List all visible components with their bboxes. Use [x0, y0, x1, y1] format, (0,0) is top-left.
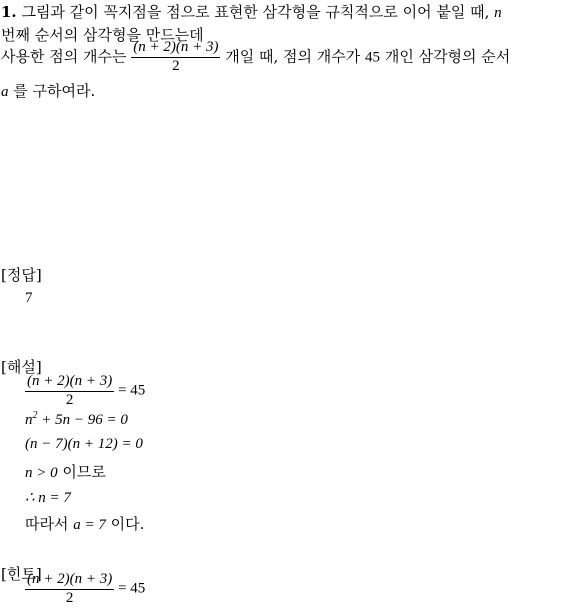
problem-text-1: 그림과 같이 꼭지점을 점으로 표현한 삼각형을 규칙적으로 이어 붙일 때, — [21, 3, 490, 21]
solution-step-6-suffix: 이다. — [110, 515, 145, 533]
answer-value: 7 — [25, 290, 33, 306]
hint-fraction — [25, 572, 114, 607]
problem-var-n: n — [494, 5, 502, 21]
problem-text-3-middle: 개일 때, 점의 개수가 — [225, 47, 361, 66]
solution-step-3: (n − 7)(n + 12) = 0 — [25, 436, 143, 452]
solution-label: [해설] — [1, 358, 42, 376]
hint-fraction-numerator: (n + 2)(n + 3) — [27, 571, 113, 587]
solution-fraction-numerator: (n + 2)(n + 3) — [27, 373, 113, 389]
problem-line-1 — [1, 1, 502, 22]
answer-label: [정답] — [1, 266, 42, 284]
solution-step-5: ∴ n = 7 — [25, 490, 71, 506]
hint-label: [힌트] — [1, 565, 42, 583]
problem-line-4 — [1, 80, 95, 101]
problem-text-3-suffix: 개인 삼각형의 순서 — [384, 47, 511, 66]
solution-fraction-denominator: 2 — [65, 391, 74, 408]
solution-step-1 — [25, 374, 145, 409]
solution-step-4-math: n > 0 — [25, 465, 58, 481]
solution-step-2-rest: + 5n − 96 = 0 — [41, 412, 128, 428]
problem-line-3 — [1, 40, 510, 75]
problem-fraction — [131, 40, 220, 75]
problem-text-3-prefix: 사용한 점의 개수는 — [1, 47, 127, 66]
problem-text-4: 를 구하여라. — [13, 82, 96, 100]
hint-fraction-denominator: 2 — [65, 589, 74, 606]
problem-fraction-denominator: 2 — [172, 57, 180, 74]
solution-step-6-math: a = 7 — [73, 517, 106, 533]
solution-step-1-rhs: = 45 — [117, 382, 146, 399]
solution-step-4-text: 이므로 — [62, 463, 106, 481]
problem-number: 1. — [1, 3, 17, 21]
solution-step-6 — [25, 513, 144, 534]
problem-fraction-numerator: (n + 2)(n + 3) — [133, 39, 219, 55]
solution-fraction — [25, 374, 114, 409]
solution-step-2 — [25, 410, 128, 429]
problem-text-2: 번째 순서의 삼각형을 만드는데 — [1, 26, 204, 44]
problem-count: 45 — [365, 49, 381, 66]
solution-step-4 — [25, 461, 106, 482]
problem-var-a: a — [1, 84, 9, 100]
solution-step-6-prefix: 따라서 — [25, 515, 69, 533]
hint-rhs: = 45 — [117, 580, 146, 597]
hint-equation — [25, 572, 145, 607]
solution-step-2-var: n — [25, 412, 33, 428]
solution-step-2-exponent: 2 — [32, 410, 38, 421]
